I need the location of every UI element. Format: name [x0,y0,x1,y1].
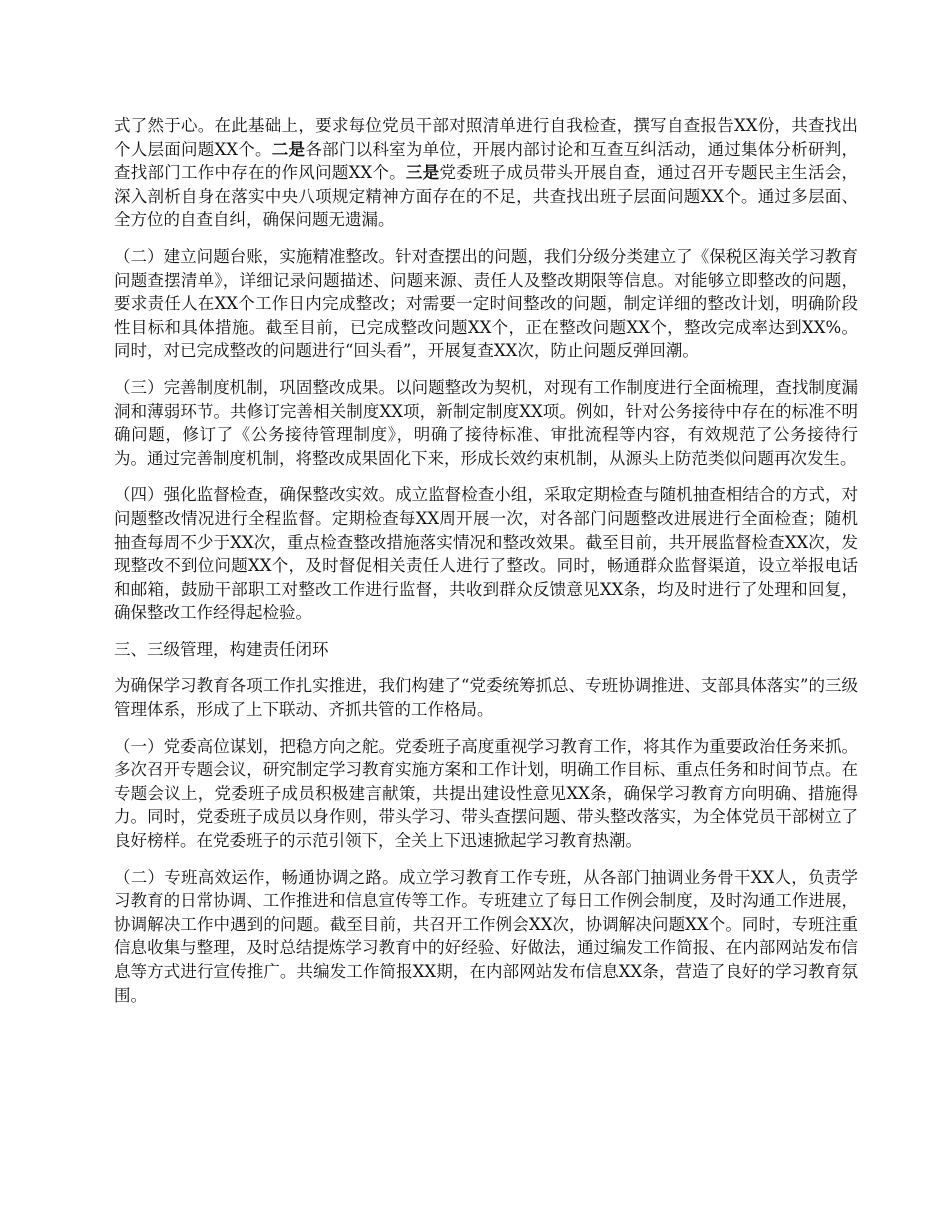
paragraph-system-mechanism: （三）完善制度机制，巩固整改成果。以问题整改为契机，对现有工作制度进行全面梳理，查找制度漏洞和薄弱环节。共修订完善相关制度XX项，新制定制度XX项。例如，针对公务接待中存在的标准不明确问题，修订了《公务接待管理制度》，明确了接待标准、审批流程等内容，有效规范了公务接待行为。通过完善制度机制，将整改成果固化下来，形成长效约束机制，从源头上防范类似问题再次发生。 [114,377,858,468]
paragraph-party-committee: （一）党委高位谋划，把稳方向之舵。党委班子高度重视学习教育工作，将其作为重要政治任务来抓。多次召开专题会议，研究制定学习教育实施方案和工作计划，明确工作目标、重点任务和时间节点。在专题会议上，党委班子成员积极建言献策，共提出建设性意见XX条，确保学习教育方向明确、措施得力。同时，党委班子成员以身作则，带头学习、带头查摆问题、带头整改落实，为全体党员干部树立了良好榜样。在党委班子的示范引领下，全关上下迅速掀起学习教育热潮。 [114,736,858,851]
paragraph-supervision: （四）强化监督检查，确保整改实效。成立监督检查小组，采取定期检查与随机抽查相结合的方式，对问题整改情况进行全程监督。定期检查每XX周开展一次，对各部门问题整改进展进行全面检查；随机抽查每周不少于XX次，重点检查整改措施落实情况和整改效果。截至目前，共开展监督检查XX次，发现整改不到位问题XX个，及时督促相关责任人进行了整改。同时，畅通群众监督渠道，设立举报电话和邮箱，鼓励干部职工对整改工作进行监督，共收到群众反馈意见XX条，均及时进行了处理和回复，确保整改工作经得起检验。 [114,485,858,623]
paragraph-text: 各部门以科室为单位，开展内部讨论和互查互纠活动，通过集体分析研判，查找部门工作中存在的作风问题XX个。 [114,139,858,183]
paragraph-text: 党委班子成员带头开展自查，通过召开专题民主生活会，深入剖析自身在落实中央八项规定精神方面存在的不足，共查找出班子层面问题XX个。通过多层面、全方位的自查自纠，确保问题无遗漏。 [114,163,858,230]
section-heading: 三、三级管理，构建责任闭环 [114,639,329,659]
paragraph-self-inspection [114,114,858,232]
document-page [114,114,858,1020]
paragraph-text: 式了然于心。在此基础上，要求每位党员干部对照清单进行自我检查，撰写自查报告XX份，共查找出个人层面问题XX个。 [114,116,858,159]
bold-marker: 二是 [271,139,306,159]
paragraph-task-force: （二）专班高效运作，畅通协调之路。成立学习教育工作专班，从各部门抽调业务骨干XX人，负责学习教育的日常协调、工作推进和信息宣传等工作。专班建立了每日工作例会制度，及时沟通工作进展，协调解决工作中遇到的问题。截至目前，共召开工作例会XX次，协调解决问题XX个。同时，专班注重信息收集与整理，及时总结提炼学习教育中的好经验、好做法，通过编发工作简报、在内部网站发布信息等方式进行宣传推广。共编发工作简报XX期，在内部网站发布信息XX条，营造了良好的学习教育氛围。 [114,867,858,1005]
paragraph-problem-ledger: （二）建立问题台账，实施精准整改。针对查摆出的问题，我们分级分类建立了《保税区海关学习教育问题查摆清单》，详细记录问题描述、问题来源、责任人及整改期限等信息。对能够立即整改的问题，要求责任人在XX个工作日内完成整改；对需要一定时间整改的问题，制定详细的整改计划，明确阶段性目标和具体措施。截至目前，已完成整改问题XX个，正在整改问题XX个，整改完成率达到XX%。同时，对已完成整改的问题进行“回头看”，开展复查XX次，防止问题反弹回潮。 [114,246,858,361]
paragraph-three-level-intro: 为确保学习教育各项工作扎实推进，我们构建了“党委统筹抓总、专班协调推进、支部具体落实”的三级管理体系，形成了上下联动、齐抓共管的工作格局。 [114,676,858,720]
bold-marker: 三是 [405,163,440,183]
